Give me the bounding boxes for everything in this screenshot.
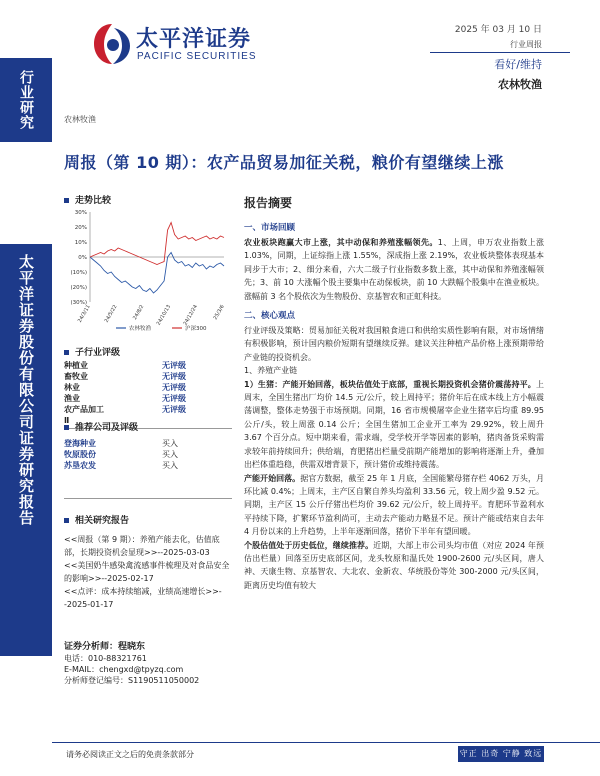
trend-chart [64, 206, 229, 336]
analyst-cert: 分析师登记编号：S1190511050002 [64, 676, 200, 685]
analyst-info [64, 641, 199, 686]
subindustry-name: Ⅱ [64, 416, 70, 425]
valuation-body: 近期，大部上市公司头均市值（对应 2024 年预估出栏量）回落至历史底部区间，龙头牧原和温氏处 1900-2600 元/头区间，唐人神、天康生物、京基智农、大北农、金新农、华统股份等处 300-2000 元/头区间，距离历史均值有较大 [244, 540, 544, 590]
sub-rating-table [64, 360, 222, 426]
subindustry-rating [162, 415, 222, 426]
side-label-company: 太平洋证券股份有限公司证券研究报告 [17, 254, 35, 526]
brand-logo [92, 18, 282, 76]
x-tick-label: 24/8/2 [132, 304, 146, 321]
section-core-views: 二、核心观点 [244, 311, 296, 322]
industry-name: 农林牧渔 [498, 78, 542, 91]
table-row [64, 393, 222, 404]
stock-rating: 买入 [162, 439, 178, 448]
y-tick-label: 30% [74, 210, 87, 216]
legend-label: 农林牧渔 [129, 326, 152, 332]
y-tick-label: (20%) [70, 285, 87, 291]
x-tick-label: 24/10/13 [155, 304, 173, 327]
y-tick-label: 10% [74, 240, 87, 246]
x-tick-label: 24/12/24 [182, 304, 199, 327]
stock-pick-heading: 推荐公司及评级 [64, 420, 138, 433]
report-type: 行业周报 [510, 40, 542, 49]
subindustry-rating: 无评级 [162, 394, 186, 403]
analyst-phone: 电话：010-88321761 [64, 654, 147, 663]
related-heading-text: 相关研究报告 [75, 516, 130, 526]
header-divider [430, 52, 570, 53]
x-tick-label: 25/3/6 [212, 304, 226, 321]
side-bar-top [0, 58, 52, 142]
table-row [64, 371, 222, 382]
stock-name: 苏垦农发 [64, 461, 96, 470]
table-row [64, 404, 222, 415]
breadcrumb: 农林牧渔 [64, 115, 96, 124]
y-tick-label: (30%) [70, 300, 87, 306]
capacity-lead: 产能开始回落。 [244, 473, 301, 483]
market-review-body: 1、上周，申万农业指数上涨 1.03%，同期，上证综指上涨 1.55%，深成指上涨 2.19%，农业板块整体表现基本同步于大市；2、细分来看，六大二级子行业指数多数上涨，其中动保和养殖涨幅领先；3、前 10 大涨幅个股主要集中在动保板块，前 10 大跌幅个股集中在渔业板块。涨幅前 3 名个股依次为生物股份、京基智农和正虹科技。 [244, 238, 544, 301]
report-summary [244, 194, 544, 592]
stock-rating: 买入 [162, 450, 178, 459]
divider [64, 498, 232, 499]
report-meta [455, 22, 542, 50]
table-row [64, 438, 222, 449]
report-date: 2025 年 03 月 10 日 [454, 25, 542, 35]
hog-text [244, 378, 544, 472]
industry-rating: 看好/维持 [494, 58, 542, 71]
valuation-text [244, 539, 544, 593]
footer-motto: 守正 出奇 宁静 致远 [458, 746, 544, 762]
x-tick-label: 24/3/11 [76, 304, 92, 324]
y-tick-label: 20% [74, 225, 87, 231]
stock-name: 登海种业 [64, 439, 96, 448]
side-bar-main [0, 244, 52, 656]
y-tick-label: 0% [78, 255, 87, 261]
brand-name-cn: 太平洋证券 [136, 27, 252, 52]
x-tick-label: 24/5/22 [103, 304, 119, 324]
subindustry-name: 种植业 [64, 361, 88, 370]
strategy-text: 行业评级及策略：贸易加征关税对我国粮食进口和供给实质性影响有限，对市场情绪有积极影响，预计国内粮价短期有望继续反弹。建议关注种植产品价格上涨预期带给产业链的投资机会。 [244, 326, 544, 362]
series-line [90, 223, 224, 265]
subindustry-name: 农产品加工 [64, 405, 104, 414]
section-market-review: 一、市场回顾 [244, 223, 296, 233]
related-heading [64, 513, 129, 526]
market-review-lead: 农业板块跑赢大市上涨，其中动保和养殖涨幅领先。 [244, 238, 438, 247]
page-title: 周报（第 10 期）：农产品贸易加征关税，粮价有望继续上涨 [64, 153, 504, 172]
hog-body: 上周末，全国生猪出厂均价 14.5 元/公斤，较上周持平；猪价年后在成本线上方小幅震荡调整，整体走势强于市场预期。同期，16 省市规模屠宰企业生猪宰后均重 89.95 公斤/头，较上周涨 0.14 公斤；全国生猪加工企业开工率为 29.92%，较上周升 3.67 个百分点。短中期来看，需求端，受学校开学等因素的影响，猪肉备货采购需求较年前持续回升；供给端，育肥猪出栏量受前期产能增加的影响将逐渐上升，叠加出栏体重趋稳，供需双增背景下，预计猪价或维持震荡。 [244, 379, 544, 470]
related-item[interactable]: <<点评：成本持续缩减，业绩高速增长>>--2025-01-17 [64, 587, 222, 609]
valuation-lead: 个股估值处于历史低位，继续推荐。 [244, 540, 374, 550]
subindustry-name: 渔业 [64, 394, 80, 403]
trend-chart-svg [64, 206, 229, 336]
analyst-name: 程晓东 [118, 642, 146, 652]
hog-lead: 1）生猪：产能开始回落，板块估值处于底部，重视长期投资机会猪价震荡持平。 [244, 379, 536, 389]
capacity-text [244, 472, 544, 539]
subsection-livestock: 1、养殖产业链 [244, 366, 298, 376]
capacity-body: 据官方数据，截至 25 年 1 月底，全国能繁母猪存栏 4062 万头，月环比减 0.4%；上周末，主产区自繁自养头均盈利 33.56 元，较上周少盈 9.52 元。同期，主产区 15 公斤仔猪出栏均价 39.62 元/公斤，较上周持平。育肥环节盈利水平持续下降，扩繁环节盈利尚可，主动去产能动力略显不足。预计产能或结束自去年 4 月份以来的上升趋势，上半年逐渐回落，猪价下半年有望回暖。 [244, 473, 544, 537]
y-tick-label: (10%) [70, 270, 87, 276]
summary-heading: 报告摘要 [244, 196, 293, 210]
stock-rating: 买入 [162, 461, 178, 470]
subindustry-name: 畜牧业 [64, 372, 88, 381]
table-row [64, 382, 222, 393]
logo-mark-icon [92, 22, 132, 66]
table-row [64, 460, 222, 471]
related-item[interactable]: <<周报（第 9 期）：养殖产能去化，估值底部，长期投资机会显现>>--2025-03-03 [64, 535, 220, 557]
subindustry-rating: 无评级 [162, 372, 186, 381]
side-label-research: 行业研究 [18, 70, 34, 130]
market-review-text [244, 236, 544, 303]
related-item[interactable]: <<美国奶牛感染禽流感事件梳理及对食品安全的影响>>--2025-02-17 [64, 561, 230, 583]
subindustry-rating: 无评级 [162, 383, 186, 392]
analyst-label: 证券分析师： [64, 642, 119, 652]
analyst-email[interactable]: E-MAIL：chengxd@tpyzq.com [64, 665, 184, 674]
table-row [64, 360, 222, 371]
footer-disclaimer: 请务必阅读正文之后的免责条款部分 [66, 750, 194, 759]
subindustry-rating: 无评级 [162, 361, 186, 370]
brand-name-en: PACIFIC SECURITIES [137, 51, 257, 62]
stock-name: 牧原股份 [64, 450, 96, 459]
subindustry-name: 林业 [64, 383, 80, 392]
related-reports [64, 534, 234, 612]
trend-heading: 走势比较 [64, 193, 111, 206]
stock-pick-table [64, 438, 222, 471]
legend-label: 沪深300 [185, 326, 207, 332]
footer-divider [52, 742, 600, 743]
table-row [64, 449, 222, 460]
subindustry-rating: 无评级 [162, 405, 186, 414]
sub-rating-heading: 子行业评级 [64, 345, 120, 358]
series-line [90, 253, 224, 294]
